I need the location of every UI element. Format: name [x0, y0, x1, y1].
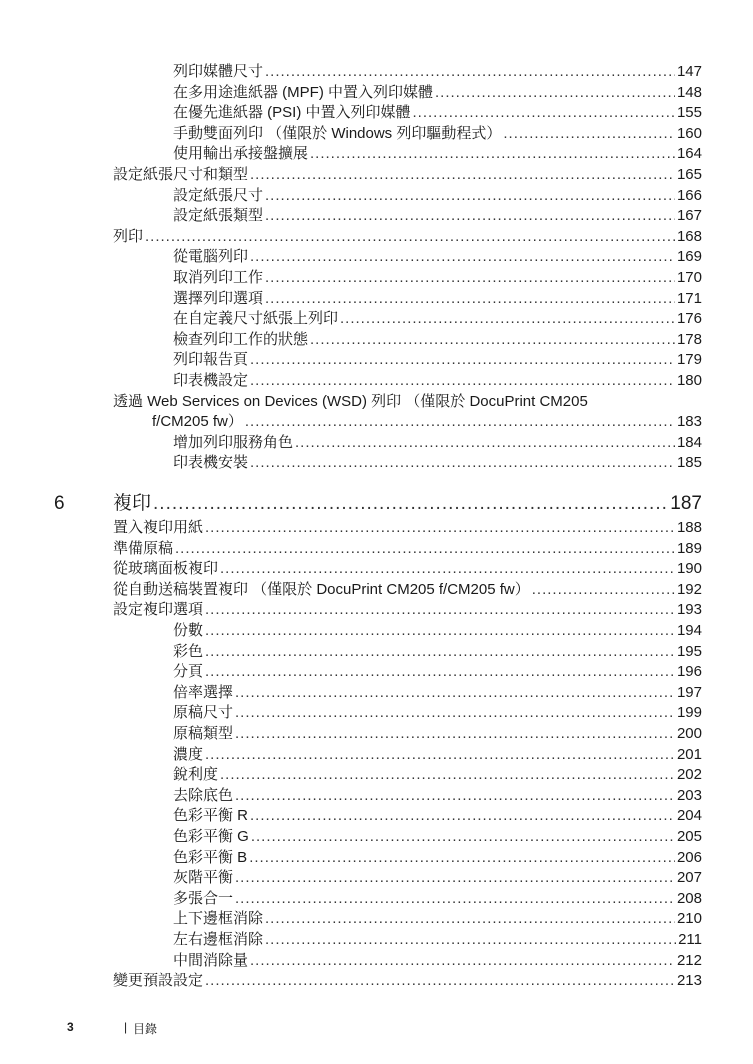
toc-entry-title: 中間消除量 [173, 951, 249, 969]
toc-entry-title: 複印 [113, 493, 152, 514]
toc-page-number: 188 [676, 519, 702, 536]
toc-entry-title: 去除底色 [173, 786, 234, 804]
toc-page-number: 201 [676, 745, 702, 763]
toc-entry-title: 使用輸出承接盤擴展 [173, 145, 309, 163]
toc-entry-title: 灰階平衡 [173, 869, 234, 887]
toc-subsection-entry[interactable] [173, 330, 702, 350]
toc-entry-title: 在自定義尺寸紙張上列印 [173, 310, 339, 328]
toc-dot-leader [205, 745, 675, 765]
toc-entry-title: 濃度 [173, 745, 204, 763]
toc-subsection-entry[interactable] [173, 683, 702, 703]
toc-section-entry[interactable] [113, 600, 702, 620]
toc-entry-title: 分頁 [173, 663, 204, 681]
toc-subsection-entry[interactable] [173, 930, 702, 950]
toc-dot-leader [265, 930, 676, 950]
toc-section-entry[interactable] [113, 559, 702, 579]
toc-page-number: 176 [676, 310, 702, 328]
toc-dot-leader [249, 848, 675, 868]
toc-subsection-entry[interactable] [173, 909, 702, 929]
toc-entry-title: 檢查列印工作的狀態 [173, 330, 309, 348]
toc-section-entry[interactable] [113, 539, 702, 559]
toc-dot-leader [205, 600, 675, 620]
toc-entry-title: 在優先進紙器 (PSI) 中置入列印媒體 [173, 104, 411, 122]
toc-subsection-entry[interactable] [173, 621, 702, 641]
toc-subsection-entry[interactable] [173, 62, 702, 82]
toc-page-number: 192 [676, 580, 702, 598]
toc-subsection-entry[interactable] [173, 103, 702, 123]
toc-subsection-entry[interactable] [173, 83, 702, 103]
toc-dot-leader [250, 453, 675, 473]
toc-entry-title: 印表機設定 [173, 372, 249, 389]
toc-entry-title: 原稿類型 [173, 725, 234, 742]
toc-dot-leader [250, 371, 675, 391]
toc-subsection-entry[interactable] [173, 868, 702, 888]
toc-subsection-entry[interactable] [173, 745, 702, 765]
chapter-number: 6 [54, 493, 65, 514]
toc-subsection-entry[interactable] [173, 703, 702, 723]
toc-page-number: 205 [676, 828, 702, 845]
toc-entry-title: f/CM205 fw） [152, 413, 243, 431]
toc-subsection-entry[interactable] [173, 144, 702, 164]
toc-dot-leader [310, 144, 675, 164]
toc-page-number: 184 [676, 433, 702, 451]
toc-entry-title: 色彩平衡 R [173, 807, 249, 825]
toc-page-number: 194 [676, 622, 702, 639]
toc-entry-title: 置入複印用紙 [113, 519, 204, 536]
toc-dot-leader [265, 206, 675, 226]
toc-page-number: 160 [676, 124, 702, 142]
toc-entry-title: 色彩平衡 G [173, 828, 249, 845]
toc-page-number: 197 [676, 683, 702, 701]
toc-entry-title: 從電腦列印 [173, 248, 249, 266]
toc-page-number: 180 [676, 372, 702, 389]
toc-page-number: 167 [676, 207, 702, 225]
toc-entry-title: 列印報告頁 [173, 351, 249, 369]
toc-page-number: 207 [676, 869, 702, 887]
toc-subsection-entry[interactable] [173, 206, 702, 226]
toc-section-entry[interactable] [113, 227, 702, 247]
toc-dot-leader [503, 124, 675, 144]
toc-dot-leader [435, 83, 675, 103]
toc-page-number: 204 [676, 807, 702, 825]
toc-entry-title: 設定紙張類型 [173, 207, 264, 225]
toc-page-number: 199 [676, 704, 702, 722]
toc-dot-leader [250, 951, 675, 971]
toc-entry-title: 選擇列印選項 [173, 289, 264, 307]
toc-dot-leader [340, 309, 675, 329]
toc-dot-leader [205, 642, 675, 662]
toc-dot-leader [153, 491, 668, 517]
toc-page-number: 211 [678, 931, 702, 948]
toc-page-number: 155 [676, 104, 702, 122]
footer-section-title: 目錄 [133, 1022, 158, 1036]
toc-dot-leader [235, 703, 675, 723]
toc-section-entry[interactable] [152, 412, 702, 432]
toc-page-number: 169 [676, 248, 702, 266]
toc-dot-leader [205, 971, 675, 991]
toc-dot-leader [532, 580, 675, 600]
toc-page-number: 193 [676, 601, 702, 619]
toc-page-number: 195 [676, 642, 702, 660]
toc-dot-leader [295, 433, 675, 453]
toc-entry-title: 上下邊框消除 [173, 910, 264, 928]
toc-dot-leader [265, 909, 675, 929]
toc-subsection-entry[interactable] [173, 433, 702, 453]
toc-entry-title: 設定複印選項 [113, 601, 204, 619]
toc-dot-leader [235, 889, 675, 909]
toc-page-number: 202 [676, 766, 702, 784]
toc-page-number: 213 [676, 972, 702, 990]
toc-entry-title: 取消列印工作 [173, 269, 264, 286]
toc-dot-leader [205, 662, 675, 682]
toc-entry-title: 設定紙張尺寸和類型 [113, 166, 249, 183]
toc-subsection-entry[interactable] [173, 765, 702, 785]
toc-subsection-entry[interactable] [173, 309, 702, 329]
toc-dot-leader [145, 227, 675, 247]
toc-section-entry[interactable] [113, 518, 702, 538]
toc-page-number: 210 [676, 910, 702, 928]
toc-page-number: 148 [676, 83, 702, 101]
toc-page-number: 200 [676, 725, 702, 742]
toc-entry-title: 手動雙面列印 （僅限於 Windows 列印驅動程式） [173, 124, 502, 142]
toc-entry-title: 增加列印服務角色 [173, 433, 294, 451]
toc-dot-leader [251, 827, 675, 847]
toc-subsection-entry[interactable] [173, 268, 702, 288]
toc-entry-title: 多張合一 [173, 889, 234, 907]
toc-dot-leader [235, 683, 675, 703]
toc-page-number: 189 [676, 539, 702, 557]
toc-page-number: 179 [676, 351, 702, 369]
toc-page-number: 206 [676, 848, 702, 866]
toc-dot-leader [175, 539, 675, 559]
toc-dot-leader [245, 412, 675, 432]
toc-section-entry[interactable] [113, 971, 702, 991]
toc-entry-title: 印表機安裝 [173, 454, 249, 472]
toc-dot-leader [250, 806, 675, 826]
toc-entry-title: 準備原稿 [113, 539, 174, 557]
toc-subsection-entry[interactable] [173, 350, 702, 370]
footer-separator: | [124, 1020, 128, 1034]
toc-entry-title: 變更預設設定 [113, 972, 204, 990]
toc-subsection-entry[interactable] [173, 848, 702, 868]
toc-dot-leader [235, 724, 675, 744]
footer-page-number: 3 [67, 1020, 74, 1034]
toc-page-number: 168 [676, 227, 702, 245]
toc-subsection-entry[interactable] [173, 889, 702, 909]
toc-dot-leader [310, 330, 675, 350]
toc-dot-leader [413, 103, 675, 123]
toc-subsection-entry[interactable] [173, 247, 702, 267]
toc-page-number: 187 [670, 493, 702, 514]
toc-dot-leader [250, 350, 675, 370]
toc-subsection-entry[interactable] [173, 642, 702, 662]
toc-page-number: 208 [676, 889, 702, 907]
toc-dot-leader [205, 518, 675, 538]
toc-page-number: 212 [676, 951, 702, 969]
toc-entry-title: 彩色 [173, 642, 204, 660]
toc-dot-leader [220, 765, 675, 785]
toc-page-number: 165 [676, 166, 702, 183]
toc-page-number: 171 [676, 289, 702, 307]
toc-subsection-entry[interactable] [173, 186, 702, 206]
toc-dot-leader [265, 289, 675, 309]
toc-page-number: 196 [676, 663, 702, 681]
toc-section-entry[interactable] [113, 580, 702, 600]
toc-section-entry[interactable] [113, 165, 702, 185]
toc-page-number: 203 [676, 786, 702, 804]
toc-subsection-entry[interactable] [173, 806, 702, 826]
toc-page-number: 164 [676, 145, 702, 163]
toc-subsection-entry[interactable] [173, 124, 702, 144]
toc-dot-leader [220, 559, 675, 579]
toc-entry-title: 列印 [113, 227, 144, 245]
toc-subsection-entry[interactable] [173, 453, 702, 473]
toc-subsection-entry[interactable] [173, 786, 702, 806]
toc-entry-title: 列印媒體尺寸 [173, 63, 264, 80]
toc-page-number: 190 [676, 560, 702, 578]
toc-dot-leader [265, 268, 675, 288]
toc-entry-title: 設定紙張尺寸 [173, 186, 264, 204]
toc-dot-leader [235, 786, 675, 806]
toc-entry-title: 從自動送稿裝置複印 （僅限於 DocuPrint CM205 f/CM205 fw） [113, 580, 530, 598]
toc-entry-title: 銳利度 [173, 766, 219, 784]
toc-entry-title: 從玻璃面板複印 [113, 560, 219, 578]
toc-entry-title-first-line[interactable]: 透過 Web Services on Devices (WSD) 列印 （僅限於 DocuPrint CM205 [113, 392, 588, 410]
toc-page-number: 183 [676, 413, 702, 431]
toc-dot-leader [265, 186, 675, 206]
toc-dot-leader [250, 247, 675, 267]
toc-chapter-entry[interactable] [113, 491, 702, 517]
toc-dot-leader [250, 165, 675, 185]
toc-page-number: 178 [676, 330, 702, 348]
toc-subsection-entry[interactable] [173, 951, 702, 971]
toc-dot-leader [205, 621, 675, 641]
toc-dot-leader [265, 62, 675, 82]
toc-page-number: 170 [676, 269, 702, 286]
toc-entry-title: 原稿尺寸 [173, 704, 234, 722]
page-footer [0, 1020, 753, 1040]
toc-subsection-entry[interactable] [173, 289, 702, 309]
toc-entry-title: 倍率選擇 [173, 683, 234, 701]
toc-subsection-entry[interactable] [173, 724, 702, 744]
toc-page-number: 185 [676, 454, 702, 472]
toc-entry-title: 在多用途進紙器 (MPF) 中置入列印媒體 [173, 83, 433, 101]
toc-entry-title: 左右邊框消除 [173, 931, 264, 948]
toc-subsection-entry[interactable] [173, 662, 702, 682]
toc-subsection-entry[interactable] [173, 371, 702, 391]
toc-entry-title: 份數 [173, 622, 204, 639]
toc-entry-title: 色彩平衡 B [173, 848, 248, 866]
toc-page-number: 147 [676, 63, 702, 80]
toc-subsection-entry[interactable] [173, 827, 702, 847]
toc-page-number: 166 [676, 186, 702, 204]
toc-dot-leader [235, 868, 675, 888]
